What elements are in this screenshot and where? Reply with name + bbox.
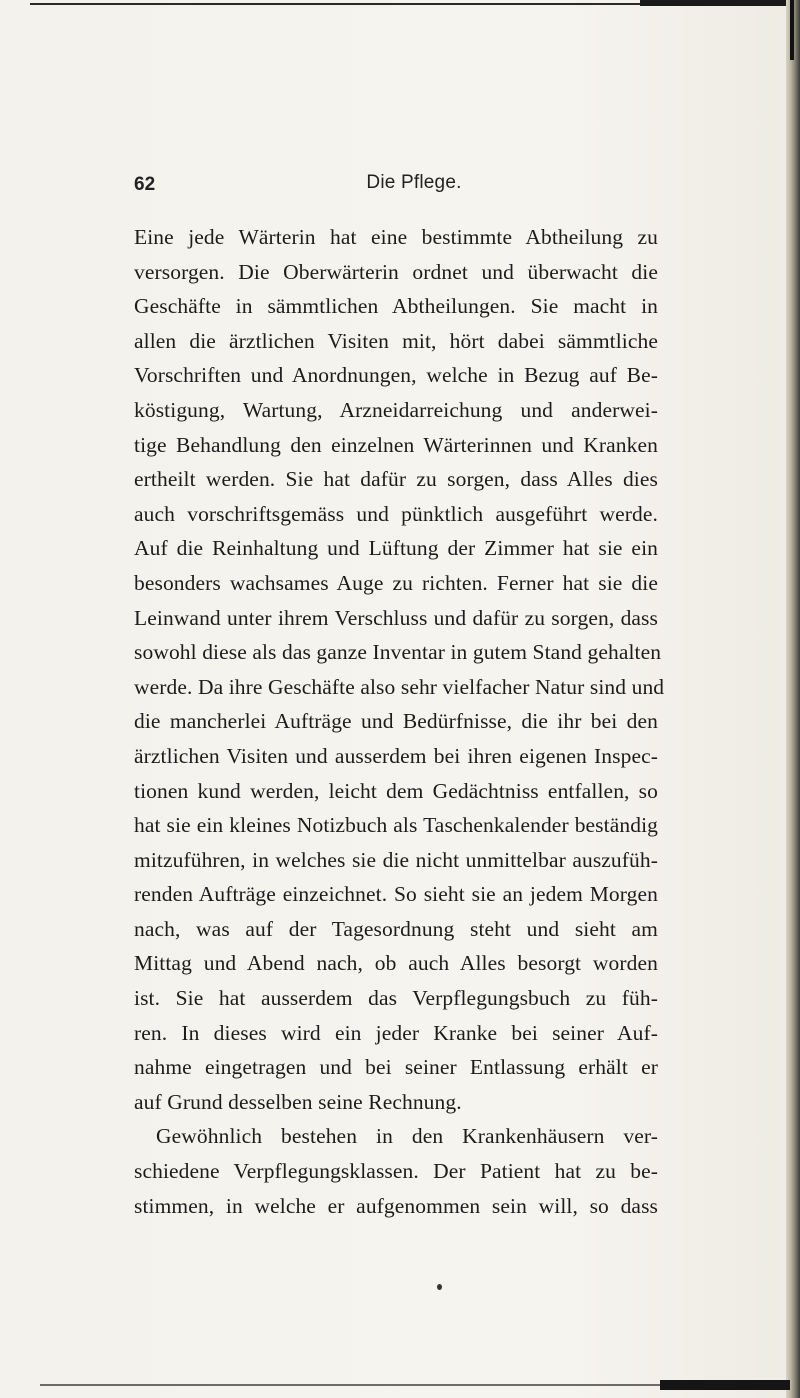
bottom-edge-shadow (660, 1380, 790, 1390)
text-line: stimmen, in welche er aufgenommen sein will, so dass (134, 1193, 658, 1218)
text-line: köstigung, Wartung, Arzneidarreichung und anderwei- (134, 397, 658, 422)
text-line: Vorschriften und Anordnungen, welche in Bezug auf Be- (134, 363, 658, 388)
text-line: besonders wachsames Auge zu richten. Ferner hat sie die (134, 570, 658, 595)
ink-speck (437, 1284, 442, 1290)
body-text (134, 220, 665, 1223)
text-line: tionen kund werden, leicht dem Gedächtniss entfallen, so (134, 778, 658, 803)
text-line: sowohl diese als das ganze Inventar in gutem Stand gehalten (134, 640, 662, 665)
text-line: Leinwand unter ihrem Verschluss und dafür zu sorgen, dass (134, 605, 658, 630)
text-line: Auf die Reinhaltung und Lüftung der Zimmer hat sie ein (134, 536, 658, 561)
spine-dark-mark (790, 0, 794, 60)
text-line: ertheilt werden. Sie hat dafür zu sorgen, dass Alles dies (134, 467, 658, 492)
running-head: Die Pflege. (366, 172, 462, 193)
text-line: auch vorschriftsgemäss und pünktlich ausgeführt werde. (134, 501, 658, 526)
bottom-edge-line (40, 1384, 740, 1386)
text-line: schiedene Verpflegungsklassen. Der Patient hat zu be- (134, 1159, 658, 1184)
text-line: versorgen. Die Oberwärterin ordnet und überwacht die (134, 259, 658, 284)
text-line: ist. Sie hat ausserdem das Verpflegungsbuch zu füh- (134, 986, 658, 1011)
text-line: nach, was auf der Tagesordnung steht und sieht am (134, 916, 658, 941)
text-line: nahme eingetragen und bei seiner Entlassung erhält er (134, 1055, 658, 1080)
text-line: ärztlichen Visiten und ausserdem bei ihren eigenen Inspec- (134, 743, 658, 768)
text-line: ren. In dieses wird ein jeder Kranke bei seiner Auf- (134, 1020, 658, 1045)
text-line: allen die ärztlichen Visiten mit, hört dabei sämmtliche (134, 328, 658, 353)
text-line: die mancherlei Aufträge und Bedürfnisse, die ihr bei den (134, 709, 658, 734)
top-edge-shadow (640, 0, 790, 6)
page-spine-edge (786, 0, 800, 1398)
paragraph-end-line: auf Grund desselben seine Rechnung. (134, 1089, 462, 1114)
paragraph-start-line: Gewöhnlich bestehen in den Krankenhäusern ver- (156, 1124, 658, 1149)
page-header (134, 170, 694, 204)
text-line: tige Behandlung den einzelnen Wärterinnen und Kranken (134, 432, 658, 457)
text-line: Eine jede Wärterin hat eine bestimmte Abtheilung zu (134, 225, 658, 249)
text-line: Mittag und Abend nach, ob auch Alles besorgt worden (134, 951, 658, 976)
text-line: werde. Da ihre Geschäfte also sehr vielfacher Natur sind und (134, 674, 665, 699)
text-line: hat sie ein kleines Notizbuch als Taschenkalender beständig (134, 813, 658, 838)
text-line: renden Aufträge einzeichnet. So sieht sie an jedem Morgen (134, 882, 658, 907)
page-number: 62 (134, 174, 156, 195)
text-line: mitzuführen, in welches sie die nicht unmittelbar auszufüh- (134, 847, 658, 872)
text-line: Geschäfte in sämmtlichen Abtheilungen. Sie macht in (134, 294, 658, 319)
